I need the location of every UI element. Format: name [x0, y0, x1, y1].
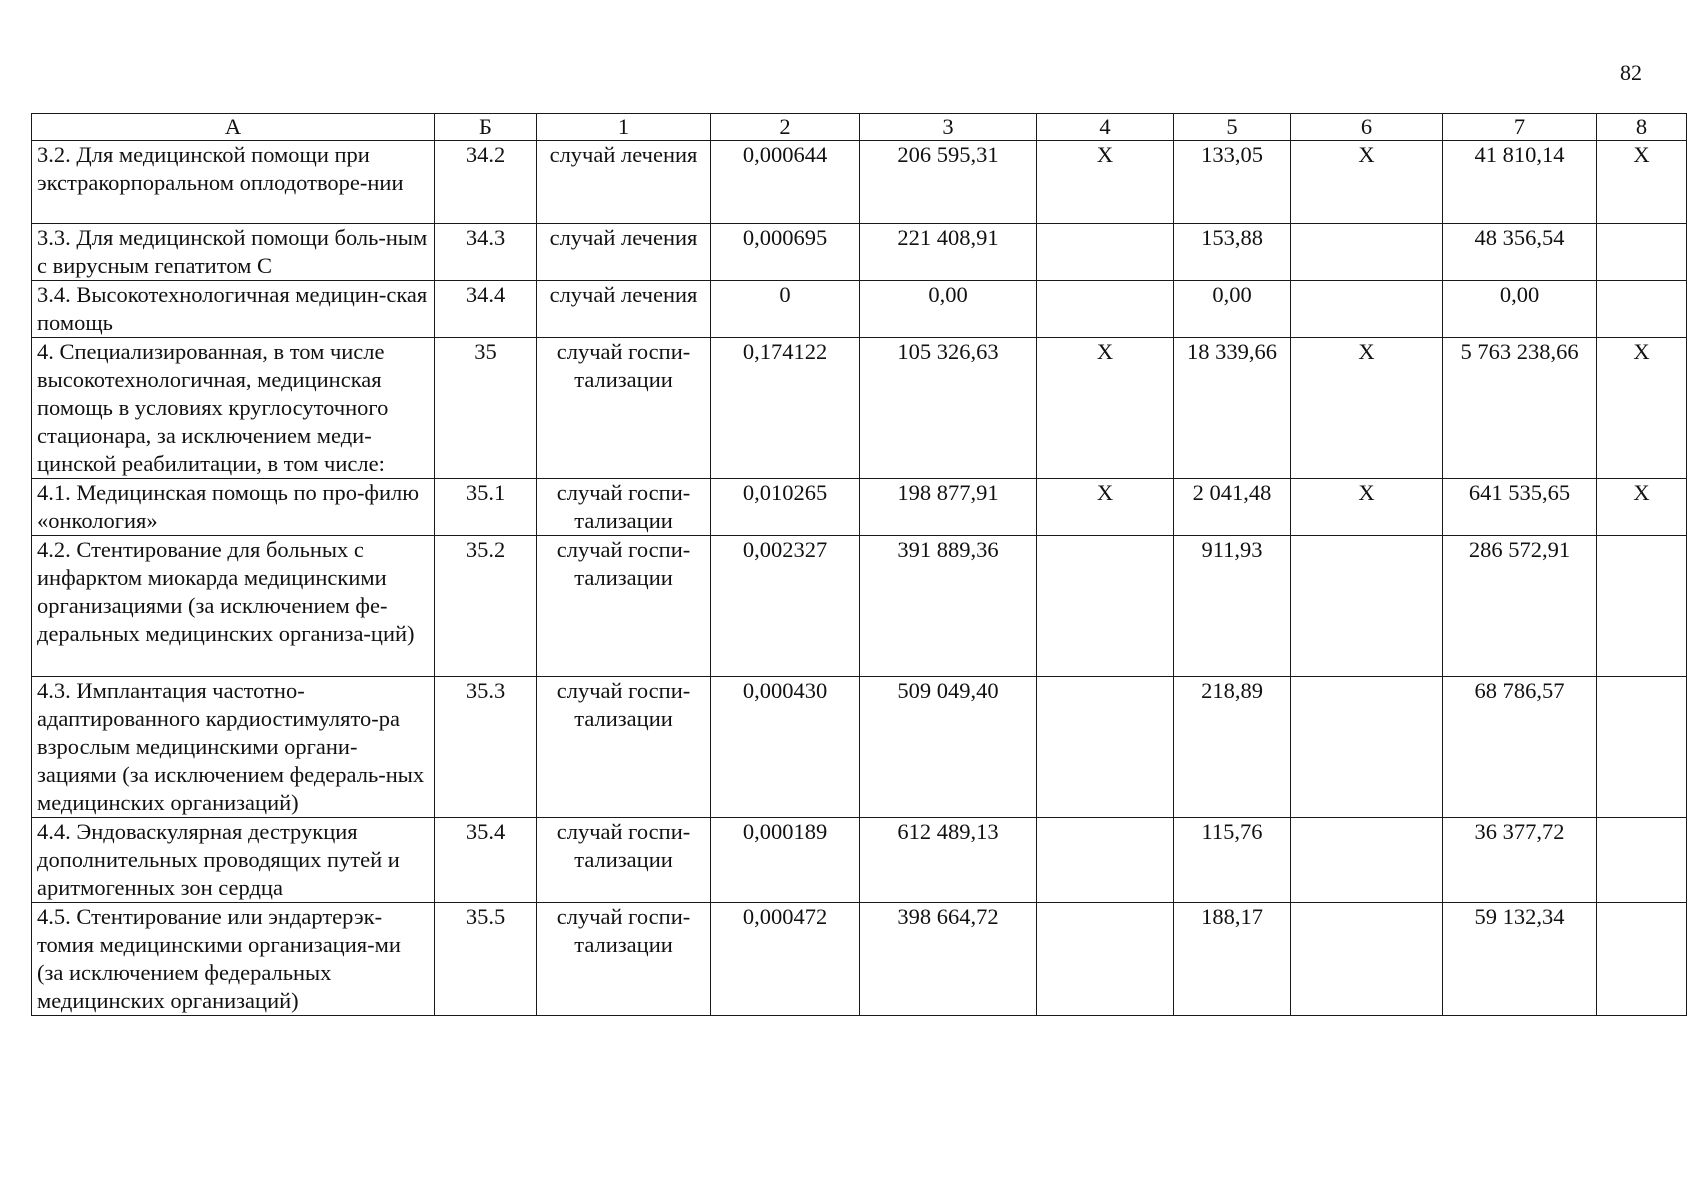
- row-col6-cell: [1291, 818, 1443, 903]
- table-row: [32, 903, 1687, 1016]
- table-row: [32, 818, 1687, 903]
- row-unit-cell: случай лечения: [537, 141, 711, 224]
- row-col3-cell: 105 326,63: [860, 338, 1037, 479]
- row-col2-cell: 0,000644: [711, 141, 860, 224]
- row-col3-cell: 221 408,91: [860, 224, 1037, 281]
- row-col8-cell: [1597, 818, 1687, 903]
- row-unit-cell: случай госпи-тализации: [537, 338, 711, 479]
- row-col6-cell: [1291, 281, 1443, 338]
- row-col4-cell: [1037, 224, 1174, 281]
- row-name-cell: 4.4. Эндоваскулярная деструкция дополнительных проводящих путей и аритмогенных зон сердца: [32, 818, 435, 903]
- row-col7-cell: 68 786,57: [1443, 677, 1597, 818]
- row-col5-cell: 188,17: [1174, 903, 1291, 1016]
- row-col2-cell: 0,000472: [711, 903, 860, 1016]
- table-row: [32, 281, 1687, 338]
- row-col8-cell: [1597, 224, 1687, 281]
- row-unit-cell: случай лечения: [537, 281, 711, 338]
- table-row: [32, 224, 1687, 281]
- table-row: [32, 536, 1687, 677]
- row-name-cell: 4.5. Стентирование или эндартерэк-томия медицинскими организация-ми (за исключением федеральных медицинских организаций): [32, 903, 435, 1016]
- row-col3-cell: 509 049,40: [860, 677, 1037, 818]
- row-col7-cell: 59 132,34: [1443, 903, 1597, 1016]
- row-col6-cell: [1291, 224, 1443, 281]
- row-col4-cell: [1037, 818, 1174, 903]
- row-col8-cell: Х: [1597, 479, 1687, 536]
- row-col6-cell: [1291, 677, 1443, 818]
- row-unit-cell: случай госпи-тализации: [537, 536, 711, 677]
- row-col8-cell: [1597, 281, 1687, 338]
- row-name-cell: 4.3. Имплантация частотно-адаптированного кардиостимулято-ра взрослым медицинскими органи-зациями (за исключением федераль-ных медицинских организаций): [32, 677, 435, 818]
- row-col7-cell: 41 810,14: [1443, 141, 1597, 224]
- row-col2-cell: 0,000695: [711, 224, 860, 281]
- row-col7-cell: 48 356,54: [1443, 224, 1597, 281]
- row-col3-cell: 198 877,91: [860, 479, 1037, 536]
- table-row: [32, 677, 1687, 818]
- row-col8-cell: [1597, 536, 1687, 677]
- row-unit-cell: случай госпи-тализации: [537, 818, 711, 903]
- row-col2-cell: 0: [711, 281, 860, 338]
- header-cell-1: 1: [537, 114, 711, 141]
- header-cell-6: 6: [1291, 114, 1443, 141]
- row-unit-cell: случай госпи-тализации: [537, 479, 711, 536]
- row-col6-cell: Х: [1291, 338, 1443, 479]
- row-code-cell: 35: [435, 338, 537, 479]
- row-name-cell: 3.4. Высокотехнологичная медицин-ская помощь: [32, 281, 435, 338]
- row-name-cell: 4.2. Стентирование для больных с инфарктом миокарда медицинскими организациями (за исключением фе-деральных медицинских организа-ций): [32, 536, 435, 677]
- header-cell-3: 3: [860, 114, 1037, 141]
- row-col5-cell: 115,76: [1174, 818, 1291, 903]
- row-unit-cell: случай госпи-тализации: [537, 903, 711, 1016]
- header-row: [32, 114, 1687, 141]
- row-code-cell: 35.5: [435, 903, 537, 1016]
- row-col8-cell: [1597, 903, 1687, 1016]
- row-col5-cell: 911,93: [1174, 536, 1291, 677]
- row-name-cell: 4.1. Медицинская помощь по про-филю «онкология»: [32, 479, 435, 536]
- row-code-cell: 35.4: [435, 818, 537, 903]
- header-cell-7: 7: [1443, 114, 1597, 141]
- row-col4-cell: Х: [1037, 141, 1174, 224]
- row-code-cell: 34.3: [435, 224, 537, 281]
- row-col4-cell: [1037, 677, 1174, 818]
- row-code-cell: 34.2: [435, 141, 537, 224]
- row-name-cell: 3.3. Для медицинской помощи боль-ным с вирусным гепатитом С: [32, 224, 435, 281]
- row-col5-cell: 133,05: [1174, 141, 1291, 224]
- header-cell-b: Б: [435, 114, 537, 141]
- row-col4-cell: Х: [1037, 338, 1174, 479]
- row-unit-cell: случай лечения: [537, 224, 711, 281]
- header-cell-5: 5: [1174, 114, 1291, 141]
- page-number: 82: [1620, 60, 1642, 85]
- row-col2-cell: 0,000430: [711, 677, 860, 818]
- data-table: [31, 113, 1687, 1016]
- row-col5-cell: 0,00: [1174, 281, 1291, 338]
- row-col3-cell: 398 664,72: [860, 903, 1037, 1016]
- row-col8-cell: Х: [1597, 338, 1687, 479]
- row-code-cell: 35.3: [435, 677, 537, 818]
- header-cell-8: 8: [1597, 114, 1687, 141]
- row-col7-cell: 286 572,91: [1443, 536, 1597, 677]
- row-name-cell: 3.2. Для медицинской помощи при экстракорпоральном оплодотворе-нии: [32, 141, 435, 224]
- header-cell-2: 2: [711, 114, 860, 141]
- row-name-cell: 4. Специализированная, в том числе высокотехнологичная, медицинская помощь в условиях круглосуточного стационара, за исключением меди-цинской реабилитации, в том числе:: [32, 338, 435, 479]
- header-cell-4: 4: [1037, 114, 1174, 141]
- row-col4-cell: [1037, 536, 1174, 677]
- row-code-cell: 35.1: [435, 479, 537, 536]
- row-col6-cell: Х: [1291, 479, 1443, 536]
- header-cell-a: А: [32, 114, 435, 141]
- row-col2-cell: 0,010265: [711, 479, 860, 536]
- row-col3-cell: 0,00: [860, 281, 1037, 338]
- row-col7-cell: 5 763 238,66: [1443, 338, 1597, 479]
- row-col5-cell: 18 339,66: [1174, 338, 1291, 479]
- row-col2-cell: 0,174122: [711, 338, 860, 479]
- row-col4-cell: Х: [1037, 479, 1174, 536]
- row-col8-cell: [1597, 677, 1687, 818]
- row-code-cell: 34.4: [435, 281, 537, 338]
- row-col4-cell: [1037, 281, 1174, 338]
- row-col7-cell: 641 535,65: [1443, 479, 1597, 536]
- table-row: [32, 479, 1687, 536]
- row-col3-cell: 206 595,31: [860, 141, 1037, 224]
- table-row: [32, 141, 1687, 224]
- row-code-cell: 35.2: [435, 536, 537, 677]
- row-col2-cell: 0,002327: [711, 536, 860, 677]
- row-col7-cell: 36 377,72: [1443, 818, 1597, 903]
- row-col5-cell: 153,88: [1174, 224, 1291, 281]
- row-col3-cell: 391 889,36: [860, 536, 1037, 677]
- row-col3-cell: 612 489,13: [860, 818, 1037, 903]
- row-col5-cell: 2 041,48: [1174, 479, 1291, 536]
- table-row: [32, 338, 1687, 479]
- row-col6-cell: Х: [1291, 141, 1443, 224]
- row-col2-cell: 0,000189: [711, 818, 860, 903]
- row-col6-cell: [1291, 536, 1443, 677]
- row-col8-cell: Х: [1597, 141, 1687, 224]
- row-unit-cell: случай госпи-тализации: [537, 677, 711, 818]
- row-col7-cell: 0,00: [1443, 281, 1597, 338]
- row-col5-cell: 218,89: [1174, 677, 1291, 818]
- row-col4-cell: [1037, 903, 1174, 1016]
- row-col6-cell: [1291, 903, 1443, 1016]
